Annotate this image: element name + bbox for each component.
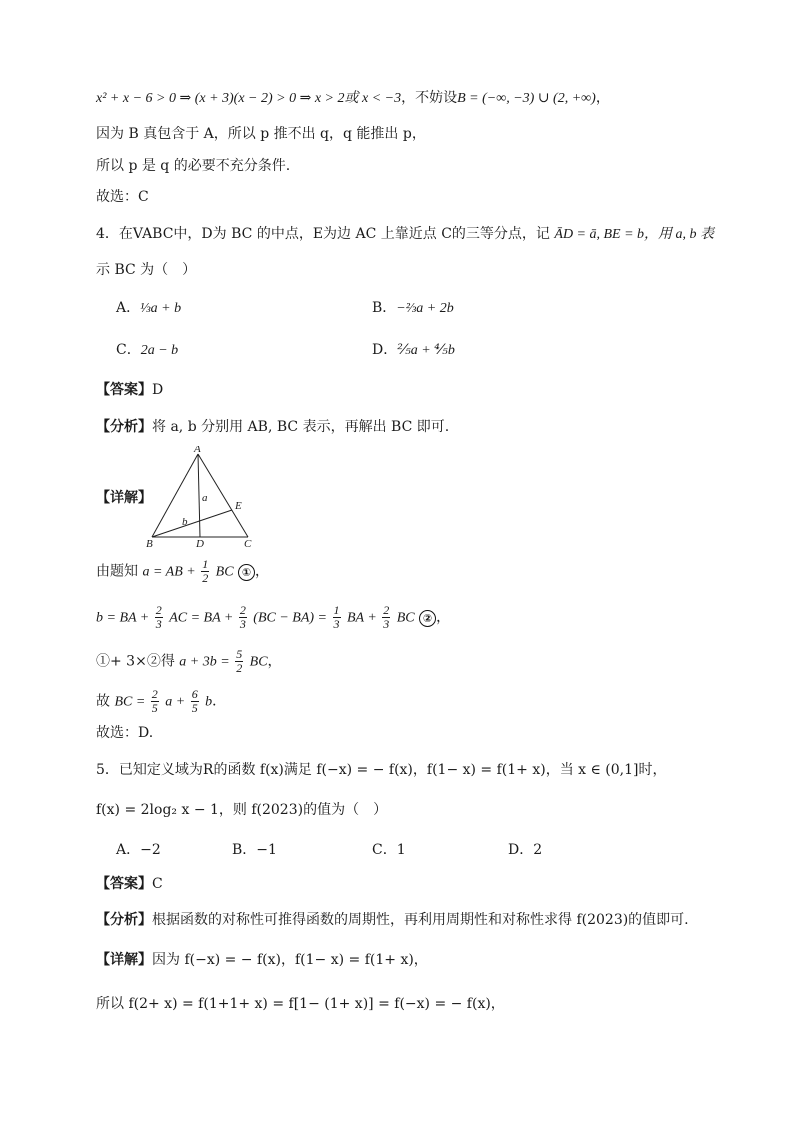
q4-stem-a: 4．在VABC中，D为 BC 的中点，E为边 AC 上靠近点 C的三等分点，记 [96,226,550,242]
circle-two: ② [419,610,436,627]
q4-option-d-text: ⅖a + ⅘b [397,343,455,358]
q3-line-1 [96,88,610,109]
q3-choice: 故选：C [96,189,149,205]
label-e: E [235,500,242,512]
q4-option-a-text: ⅓a + b [140,301,182,316]
q5-answer-value: C [152,876,163,892]
q5-option-b-text: −1 [256,842,277,858]
q5-answer-tag: 【答案】 [96,876,152,892]
q4-option-a-label: A． [116,300,141,316]
q5-option-c-text: 1 [396,842,406,858]
q4-option-c-text: 2a − b [140,343,179,358]
q4-option-a [116,298,181,319]
q4-step-4: 故 BC = $\frac{2}{5}$ a + $\frac{6}{5}$ b． [96,687,227,715]
q4-option-d-label: D． [372,342,398,358]
label-vector-a: a [202,492,208,504]
q4-option-d [372,340,455,361]
q4-analysis [96,417,449,437]
q4-option-c-label: C． [116,342,141,358]
q3-line-2: 因为 B 真包含于 A，所以 p 推不出 q，q 能推出 p， [96,126,426,142]
q4-stem-line-1 [96,224,714,245]
q4-step-2: b = BA + $\frac{2}{3}$ AC = BA + $\frac{2}{3}$ (BC − BA) = $\frac{1}{3}$ BA + $\frac{2}{3}$ BC ② ， [96,603,451,631]
q5-option-b: B．−1 [232,842,277,858]
q4-answer-tag: 【答案】 [96,382,152,398]
q4-option-c [116,340,178,361]
q5-option-a-text: −2 [140,842,161,858]
q4-step-1: 由题知 a = AB + $\frac{1}{2}$ BC ① ， [96,557,269,585]
q5-detail-2: 所以 f(2+ x) = f(1+1+ x) = f[1− (1+ x)] = f(−x) = − f(x)， [96,996,505,1012]
q5-option-d: D．2 [508,842,543,858]
q4-option-b [372,298,454,319]
q5-option-c: C．1 [372,842,406,858]
q3-assume-text: ，不妨设 [401,90,458,106]
segment-be [152,510,232,537]
q3-line-3: 所以 p 是 q 的必要不充分条件. [96,158,291,174]
q5-detail-1 [96,950,428,970]
label-d: D [196,538,204,550]
q4-analysis-text: 将 a, b 分别用 AB, BC 表示，再解出 BC 即可. [152,419,450,435]
triangle-figure [140,446,265,551]
q4-option-b-text: −⅔a + 2b [396,301,454,316]
q4-answer [96,380,163,400]
q3-inequality: x² + x − 6 > 0 ⇒ (x + 3)(x − 2) > 0 ⇒ x > 2或 x < −3 [96,91,402,106]
q5-detail-1-text: 因为 f(−x) = − f(x)，f(1− x) = f(1+ x)， [152,952,428,968]
q4-conclusion: 故选：D. [96,725,154,741]
median-ad [198,454,200,537]
q4-detail-tag: 【详解】 [96,490,152,506]
q4-answer-value: D [152,382,164,398]
q5-analysis-tag: 【分析】 [96,912,152,928]
circle-one: ① [238,564,255,581]
edge-ab [152,454,198,537]
q3-line-end: ， [595,90,610,106]
q5-answer [96,874,163,894]
q4-option-b-label: B． [372,300,397,316]
q4-stem-b: ĀD = ā, BE = b，用 a, b 表 [554,227,715,242]
q3-set-b: B = (−∞, −3) ∪ (2, +∞) [457,91,596,106]
label-b: B [146,538,153,550]
label-vector-b: b [182,516,188,528]
q5-stem-line-2: f(x) = 2log₂ x − 1，则 f(2023)的值为（ ） [96,802,388,818]
q4-stem-line-2: 示 BC 为（ ） [96,262,197,278]
q5-analysis-text: 根据函数的对称性可推得函数的周期性，再利用周期性和对称性求得 f(2023)的值即可. [152,912,689,928]
label-c: C [244,538,252,550]
q4-step-3: ①+ 3×②得 a + 3b = $\frac{5}{2}$ BC， [96,647,282,675]
q4-analysis-tag: 【分析】 [96,419,152,435]
q5-detail-tag: 【详解】 [96,952,152,968]
label-a: A [194,446,201,455]
q5-option-d-text: 2 [533,842,543,858]
q5-option-a: A．−2 [116,842,161,858]
q5-analysis [96,910,689,930]
q5-stem-line-1: 5．已知定义域为R的函数 f(x)满足 f(−x) = − f(x)，f(1− x) = f(1+ x)，当 x ∈ (0,1]时， [96,762,667,778]
